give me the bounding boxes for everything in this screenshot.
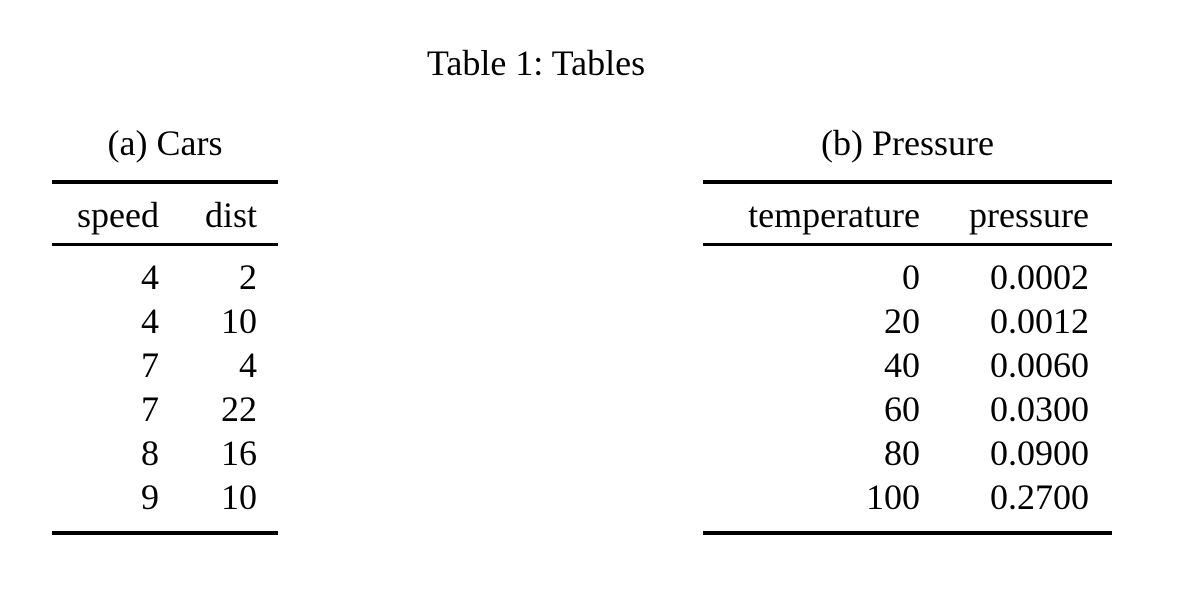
table-row — [52, 475, 278, 519]
table-row — [703, 299, 1112, 343]
cars-speed-cell: 7 — [141, 345, 159, 385]
cars-dist-cell: 10 — [221, 301, 257, 341]
pressure-pressure-cell: 0.0002 — [990, 257, 1089, 297]
pressure-column-header-temperature: temperature — [748, 195, 920, 235]
table-caption-title: Table 1: Tables — [426, 43, 646, 83]
pressure-table-body — [703, 246, 1112, 531]
pressure-temperature-cell: 20 — [884, 301, 920, 341]
cars-bottom-rule — [52, 531, 278, 535]
cars-dist-cell: 4 — [239, 345, 257, 385]
table-row — [52, 255, 278, 299]
pressure-pressure-cell: 0.2700 — [990, 477, 1089, 517]
table-row — [703, 343, 1112, 387]
table-row — [52, 431, 278, 475]
cars-dist-cell: 2 — [239, 257, 257, 297]
cars-header-row — [52, 184, 278, 243]
cars-dist-cell: 16 — [221, 433, 257, 473]
pressure-column-header-pressure: pressure — [969, 195, 1089, 235]
table-row — [703, 431, 1112, 475]
subtable-pressure-caption: (b) Pressure — [821, 123, 994, 163]
subtable-cars-caption: (a) Cars — [107, 123, 223, 163]
pressure-pressure-cell: 0.0060 — [990, 345, 1089, 385]
cars-speed-cell: 4 — [141, 257, 159, 297]
pressure-header-row — [703, 184, 1112, 243]
table-row — [703, 475, 1112, 519]
cars-column-header-dist: dist — [204, 195, 257, 235]
pressure-temperature-cell: 60 — [884, 389, 920, 429]
cars-speed-cell: 4 — [141, 301, 159, 341]
cars-speed-cell: 7 — [141, 389, 159, 429]
table-row — [52, 299, 278, 343]
pressure-bottom-rule — [703, 531, 1112, 535]
table-row — [52, 343, 278, 387]
cars-dist-cell: 10 — [221, 477, 257, 517]
pressure-temperature-cell: 40 — [884, 345, 920, 385]
pressure-temperature-cell: 100 — [866, 477, 920, 517]
table-row — [703, 255, 1112, 299]
cars-speed-cell: 8 — [141, 433, 159, 473]
pressure-pressure-cell: 0.0900 — [990, 433, 1089, 473]
table-row — [52, 387, 278, 431]
subtable-cars — [52, 121, 278, 535]
cars-dist-cell: 22 — [221, 389, 257, 429]
pressure-pressure-cell: 0.0012 — [990, 301, 1089, 341]
table-row — [703, 387, 1112, 431]
pressure-temperature-cell: 0 — [902, 257, 920, 297]
cars-table-body — [52, 246, 278, 531]
cars-column-header-speed: speed — [77, 195, 159, 235]
cars-speed-cell: 9 — [141, 477, 159, 517]
subtable-pressure — [703, 121, 1112, 535]
pressure-pressure-cell: 0.0300 — [990, 389, 1089, 429]
pressure-temperature-cell: 80 — [884, 433, 920, 473]
